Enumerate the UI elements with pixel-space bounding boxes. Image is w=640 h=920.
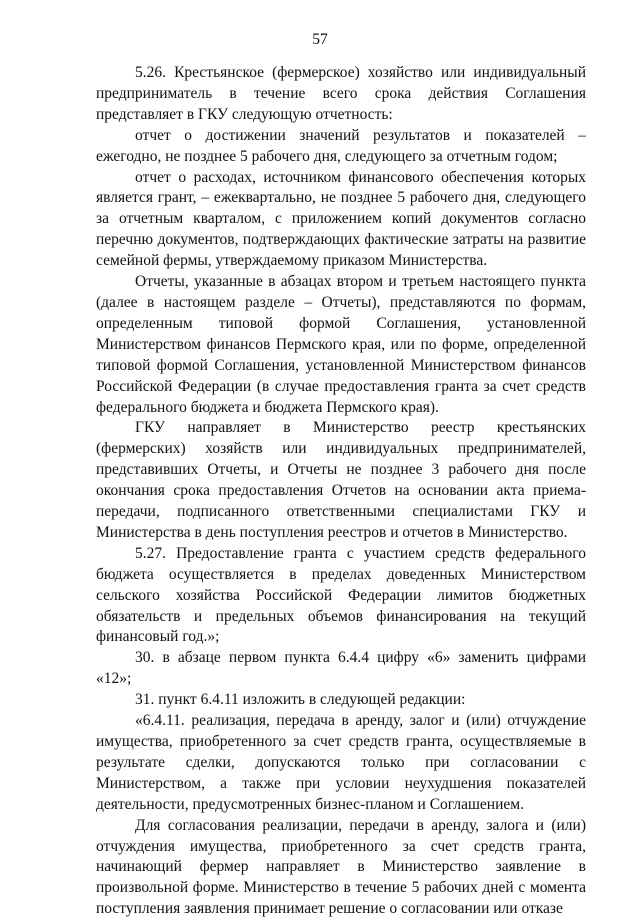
paragraph-amendment-30: 30. в абзаце первом пункта 6.4.4 цифру «6» заменить цифрами «12»; (96, 649, 586, 688)
paragraph-5-26: 5.26. Крестьянское (фермерское) хозяйство или индивидуальный предприниматель в течение всего срока действия Соглашения представляет в ГКУ следующую отчетность: (96, 64, 586, 123)
paragraph-5-27: 5.27. Предоставление гранта с участием средств федерального бюджета осуществляется в пределах доведенных Министерством сельского хозяйства Российской Федерации лимитов бюджетных обязательств и предельных объемов финансирования на текущий финансовый год.»; (96, 544, 586, 646)
paragraph-results-report: отчет о достижении значений результатов и показателей – ежегодно, не позднее 5 рабочего дня, следующего за отчетным годом; (96, 126, 586, 165)
paragraph-6-4-11: «6.4.11. реализация, передача в аренду, залог и (или) отчуждение имущества, приобретенного за счет средств гранта, осуществляемые в результате сделки, допускаются только при согласовании с Министерством, а также при условии неухудшения показателей деятельности, предусмотренных бизнес-планом и Соглашением. (96, 712, 586, 813)
document-body (96, 63, 586, 920)
page-number: 57 (312, 31, 328, 48)
paragraph-amendment-31: 31. пункт 6.4.11 изложить в следующей редакции: (135, 691, 466, 709)
paragraph-expenses-report: отчет о расходах, источником финансового обеспечения которых является грант, – ежеквартально, не позднее 5 рабочего дня, следующего за отчетным кварталом, с приложением копий документов согласно перечню документов, подтверждающих фактические затраты на развитие семейной фермы, утверждаемому приказом Министерства. (96, 168, 586, 270)
paragraph-gku-registry: ГКУ направляет в Министерство реестр крестьянских (фермерских) хозяйств или индивидуальных предпринимателей, представивших Отчеты, и Отчеты не позднее 3 рабочего дня после окончания срока предоставления Отчетов на основании акта приема-передачи, подписанного ответственными специалистами ГКУ и Министерства в день поступления реестров и отчетов в Министерство. (96, 419, 586, 541)
paragraph-report-forms: Отчеты, указанные в абзацах втором и третьем настоящего пункта (далее в настоящем разделе – Отчеты), представляются по формам, определенным типовой формой Соглашения, установленной Министерством финансов Пермского края, или по форме, определенной типовой формой Соглашения, установленной Министерством финансов Российской Федерации (в случае предоставления гранта за счет средств федерального бюджета и бюджета Пермского края). (96, 273, 586, 416)
paragraph-approval-procedure: Для согласования реализации, передачи в аренду, залога и (или) отчуждения имущества, приобретенного за счет средств гранта, начинающий фермер направляет в Министерство заявление в произвольной форме. Министерство в течение 5 рабочих дней с момента поступления заявления принимает решение о согласовании или отказе (96, 816, 586, 918)
